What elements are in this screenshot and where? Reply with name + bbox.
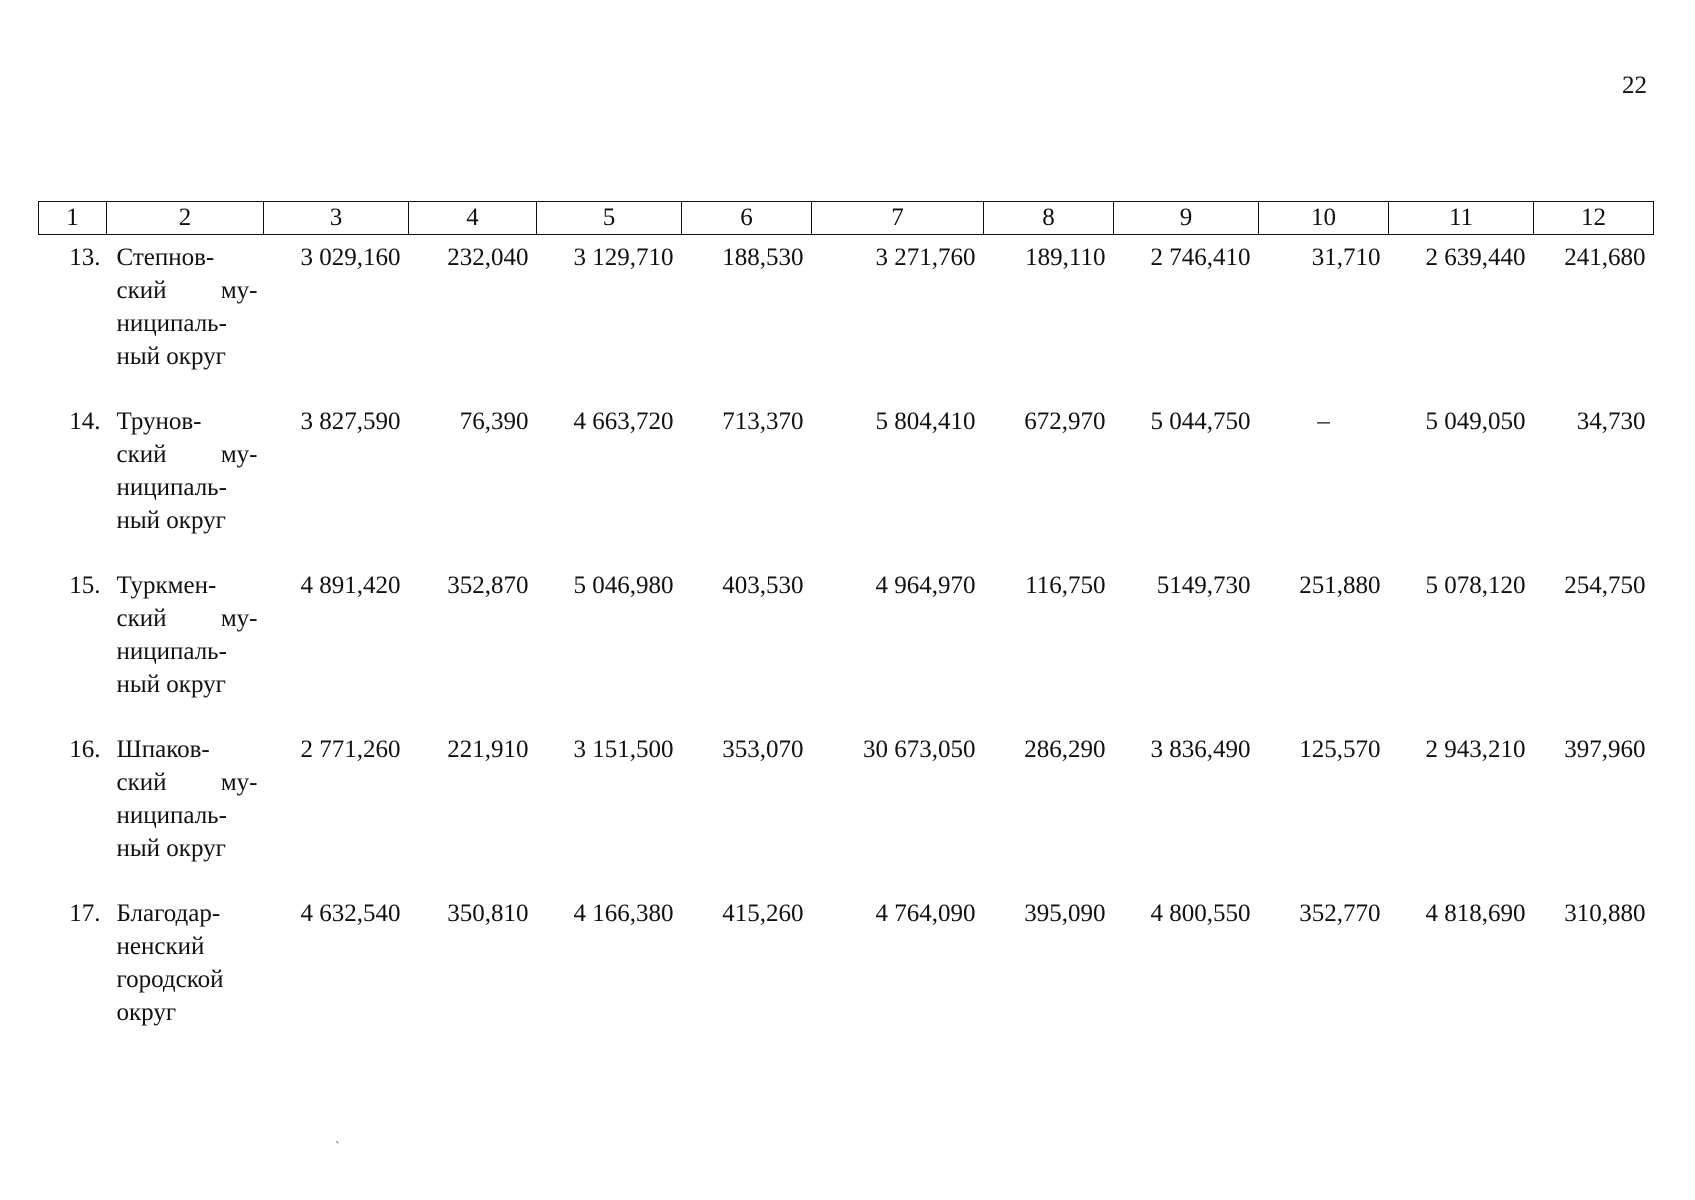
municipality-name-word: ский xyxy=(116,277,167,304)
municipality-name-word: ный округ xyxy=(116,507,226,534)
column-header-5: 5 xyxy=(537,202,682,235)
municipality-name-word: Трунов- xyxy=(116,408,202,435)
value-cell-col-10: 125,570 xyxy=(1299,736,1381,763)
value-cell-col-7: 3 271,760 xyxy=(875,244,976,271)
municipality-name-word: ниципаль- xyxy=(116,310,227,337)
column-header-7: 7 xyxy=(812,202,984,235)
value-cell-col-3: 3 029,160 xyxy=(300,244,401,271)
municipality-name-line xyxy=(117,241,258,274)
column-header-8: 8 xyxy=(984,202,1114,235)
value-cell-col-4: 221,910 xyxy=(447,736,529,763)
municipality-name-word: округ xyxy=(116,999,177,1026)
scan-mark: ˋ xyxy=(335,1140,340,1155)
municipality-name-word: ниципаль- xyxy=(116,474,227,501)
value-cell-col-6: 188,530 xyxy=(722,244,804,271)
column-header-11: 11 xyxy=(1389,202,1534,235)
municipality-name-line xyxy=(117,930,258,963)
value-cell-col-8: 395,090 xyxy=(1024,900,1106,927)
column-header-12: 12 xyxy=(1534,202,1654,235)
value-cell-col-5: 5 046,980 xyxy=(573,572,674,599)
value-cell-col-8: 286,290 xyxy=(1024,736,1106,763)
municipality-name-word: ненский xyxy=(116,933,205,960)
municipality-name-line xyxy=(117,602,258,635)
municipality-name-line xyxy=(117,274,258,307)
value-cell-col-7: 5 804,410 xyxy=(875,408,976,435)
value-cell-col-9: 2 746,410 xyxy=(1150,244,1251,271)
municipality-name-line xyxy=(117,996,258,1029)
value-cell-col-3: 4 891,420 xyxy=(300,572,401,599)
municipality-name-line xyxy=(117,733,258,766)
municipality-name-line xyxy=(117,438,258,471)
municipality-name-word: ный округ xyxy=(116,671,226,698)
municipality-name xyxy=(107,727,264,891)
municipality-name-word: му- xyxy=(220,277,258,304)
value-cell-col-10: 31,710 xyxy=(1311,244,1381,271)
municipality-name-line xyxy=(117,668,258,701)
value-cell-col-5: 3 129,710 xyxy=(573,244,674,271)
column-header-2: 2 xyxy=(107,202,264,235)
value-cell-col-10: 251,880 xyxy=(1299,572,1381,599)
value-cell-col-11: 4 818,690 xyxy=(1425,900,1526,927)
value-cell-col-9: 3 836,490 xyxy=(1150,736,1251,763)
municipality-name-word: ниципаль- xyxy=(116,802,227,829)
value-cell-col-4: 350,810 xyxy=(447,900,529,927)
municipality-name-word: Шпаков- xyxy=(116,736,210,763)
municipality-name-word: ский xyxy=(116,441,167,468)
row-number: 14. xyxy=(69,408,101,435)
table-row xyxy=(39,563,1654,727)
municipality-name-word: городской xyxy=(116,966,224,993)
municipality-name-line xyxy=(117,340,258,373)
value-cell-col-6: 713,370 xyxy=(722,408,804,435)
municipality-name-line xyxy=(117,799,258,832)
value-cell-col-7: 4 964,970 xyxy=(875,572,976,599)
column-header-10: 10 xyxy=(1259,202,1389,235)
municipality-name xyxy=(107,891,264,1055)
row-number: 13. xyxy=(69,244,101,271)
municipality-name-line xyxy=(117,897,258,930)
municipality-name-line xyxy=(117,569,258,602)
value-cell-col-5: 3 151,500 xyxy=(573,736,674,763)
value-cell-col-11: 5 078,120 xyxy=(1425,572,1526,599)
value-cell-col-7: 4 764,090 xyxy=(875,900,976,927)
municipality-name-word: му- xyxy=(220,605,258,632)
municipality-name-line xyxy=(117,307,258,340)
page-number: 22 xyxy=(1622,72,1647,99)
municipality-name xyxy=(107,235,264,400)
municipality-name-line xyxy=(117,405,258,438)
row-number: 17. xyxy=(69,900,101,927)
municipality-name-line xyxy=(117,471,258,504)
value-cell-col-6: 415,260 xyxy=(722,900,804,927)
municipality-name-word: ский xyxy=(116,605,167,632)
municipality-name-line xyxy=(117,635,258,668)
value-cell-col-3: 3 827,590 xyxy=(300,408,401,435)
value-cell-col-12: 310,880 xyxy=(1564,900,1646,927)
municipality-name-line xyxy=(117,963,258,996)
table-row xyxy=(39,727,1654,891)
value-cell-col-10: – xyxy=(1317,408,1330,435)
table-row xyxy=(39,235,1654,400)
value-cell-col-9: 5 044,750 xyxy=(1150,408,1251,435)
column-header-3: 3 xyxy=(264,202,409,235)
value-cell-col-8: 672,970 xyxy=(1024,408,1106,435)
value-cell-col-8: 189,110 xyxy=(1025,244,1106,271)
value-cell-col-9: 5149,730 xyxy=(1156,572,1251,599)
municipality-name-line xyxy=(117,766,258,799)
value-cell-col-9: 4 800,550 xyxy=(1150,900,1251,927)
municipality-name-line xyxy=(117,832,258,865)
value-cell-col-3: 2 771,260 xyxy=(300,736,401,763)
value-cell-col-11: 2 943,210 xyxy=(1425,736,1526,763)
municipality-name-word: Туркмен- xyxy=(116,572,217,599)
column-header-9: 9 xyxy=(1114,202,1259,235)
table-body xyxy=(39,235,1654,1056)
header-row xyxy=(39,202,1654,235)
value-cell-col-8: 116,750 xyxy=(1025,572,1106,599)
municipality-name-line xyxy=(117,504,258,537)
column-header-4: 4 xyxy=(409,202,537,235)
value-cell-col-3: 4 632,540 xyxy=(300,900,401,927)
value-cell-col-12: 254,750 xyxy=(1564,572,1646,599)
value-cell-col-11: 2 639,440 xyxy=(1425,244,1526,271)
value-cell-col-4: 352,870 xyxy=(447,572,529,599)
value-cell-col-4: 76,390 xyxy=(459,408,529,435)
table-row xyxy=(39,399,1654,563)
row-number: 16. xyxy=(69,736,101,763)
value-cell-col-12: 241,680 xyxy=(1564,244,1646,271)
column-header-1: 1 xyxy=(39,202,107,235)
value-cell-col-11: 5 049,050 xyxy=(1425,408,1526,435)
municipality-name-word: ский xyxy=(116,769,167,796)
municipality-name xyxy=(107,399,264,563)
value-cell-col-5: 4 166,380 xyxy=(573,900,674,927)
value-cell-col-10: 352,770 xyxy=(1299,900,1381,927)
column-header-6: 6 xyxy=(682,202,812,235)
value-cell-col-4: 232,040 xyxy=(447,244,529,271)
municipality-name-word: ный округ xyxy=(116,343,226,370)
table-header xyxy=(39,202,1654,235)
table-row xyxy=(39,891,1654,1055)
municipality-name-word: Благодар- xyxy=(116,900,221,927)
municipality-name-word: му- xyxy=(220,769,258,796)
value-cell-col-5: 4 663,720 xyxy=(573,408,674,435)
data-table xyxy=(38,201,1654,1055)
value-cell-col-6: 403,530 xyxy=(722,572,804,599)
municipality-name xyxy=(107,563,264,727)
value-cell-col-12: 397,960 xyxy=(1564,736,1646,763)
value-cell-col-12: 34,730 xyxy=(1576,408,1646,435)
value-cell-col-7: 30 673,050 xyxy=(863,736,976,763)
municipality-name-word: ный округ xyxy=(116,835,226,862)
value-cell-col-6: 353,070 xyxy=(722,736,804,763)
municipality-name-word: Степнов- xyxy=(116,244,215,271)
municipality-name-word: ниципаль- xyxy=(116,638,227,665)
municipality-name-word: му- xyxy=(220,441,258,468)
row-number: 15. xyxy=(69,572,101,599)
